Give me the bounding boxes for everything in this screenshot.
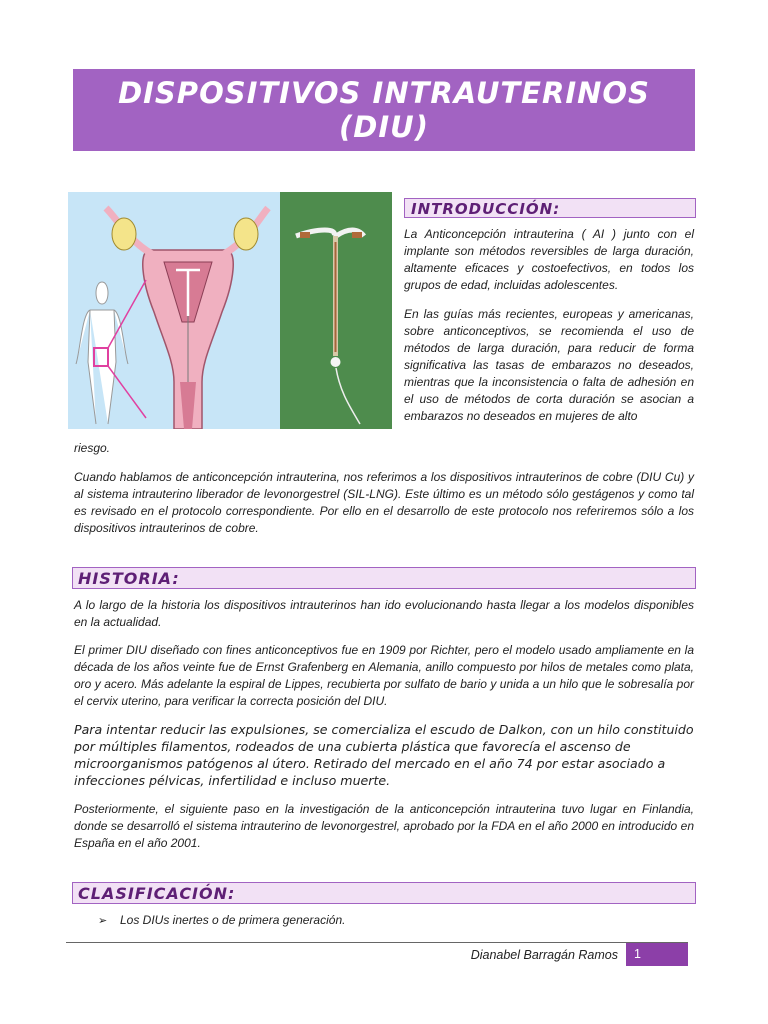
footer-author: Dianabel Barragán Ramos xyxy=(470,948,618,962)
document-title xyxy=(73,69,695,151)
title-line-2: (DIU) xyxy=(339,110,429,144)
classification-item-text: Los DIUs inertes o de primera generación. xyxy=(120,913,346,927)
classification-list-item xyxy=(98,912,345,929)
intro-paragraph-2-end: riesgo. xyxy=(74,441,111,455)
footer-divider xyxy=(66,942,688,943)
arrow-bullet-icon: ➢ xyxy=(98,915,108,927)
page-number: 1 xyxy=(626,943,688,966)
intro-heading: INTRODUCCIÓN: xyxy=(404,198,696,218)
history-paragraph-4: Posteriormente, el siguiente paso en la investigación de la anticoncepción intrauterina tuvo lugar en Finlandia, donde se desarrolló el sistema intrauterino de levonorgestrel, aprobado por la FDA en el año 2000 en introducido en España en el año 2001. xyxy=(74,802,694,850)
intro-paragraph-2: En las guías más recientes, europeas y americanas, sobre anticonceptivos, se recomienda el uso de métodos de larga duración, para reducir de forma significativa las tasas de embarazos no deseados, mientras que la inconsistencia o falta de adhesión en el uso de métodos de corta duración se asocian a embarazos no deseados en mujeres de alto xyxy=(404,307,694,423)
iud-illustration xyxy=(68,192,392,429)
history-paragraph-3: Para intentar reducir las expulsiones, se comercializa el escudo de Dalkon, con un hilo constituido por múltiples filamentos, rodeados de una cubierta plástica que favorecía el ascenso de microorganismos patógenos al útero. Retirado del mercado en el año 74 por estar asociado a infecciones pélvicas, infertilidad e incluso muerte. xyxy=(74,722,694,788)
history-heading: HISTORIA: xyxy=(72,567,696,589)
intro-paragraph-3: Cuando hablamos de anticoncepción intrauterina, nos referimos a los dispositivos intrauterinos de cobre (DIU Cu) y al sistema intrauterino liberador de levonorgestrel (SIL-LNG). Este último es un método sólo gestágenos y como tal es revisado en el protocolo correspondiente. Por ello en el desarrollo de este protocolo nos referiremos sólo a los dispositivos intrauterinos de cobre. xyxy=(74,470,694,535)
intro-paragraph-1: La Anticoncepción intrauterina ( AI ) junto con el implante son métodos reversibles de larga duración, altamente eficaces y costoefectivos, en todos los grupos de edad, incluidas adolescentes. xyxy=(404,227,694,292)
history-paragraph-2: El primer DIU diseñado con fines anticonceptivos fue en 1909 por Richter, pero el modelo usado ampliamente en la década de los años veinte fue de Ernst Grafenberg en Alemania, anillo compuesto por hilos de metales como plata, oro y acero. Más adelante la espiral de Lippes, recubierta por sulfato de bario y unida a un hilo que le sobresalía por el cervix uterino, para verificar la correcta posición del DIU. xyxy=(74,643,694,708)
history-paragraph-1: A lo largo de la historia los dispositivos intrauterinos han ido evolucionando hasta llegar a los modelos disponibles en la actualidad. xyxy=(74,598,694,629)
title-line-1: DISPOSITIVOS INTRAUTERINOS xyxy=(118,76,650,110)
classification-heading: CLASIFICACIÓN: xyxy=(72,882,696,904)
